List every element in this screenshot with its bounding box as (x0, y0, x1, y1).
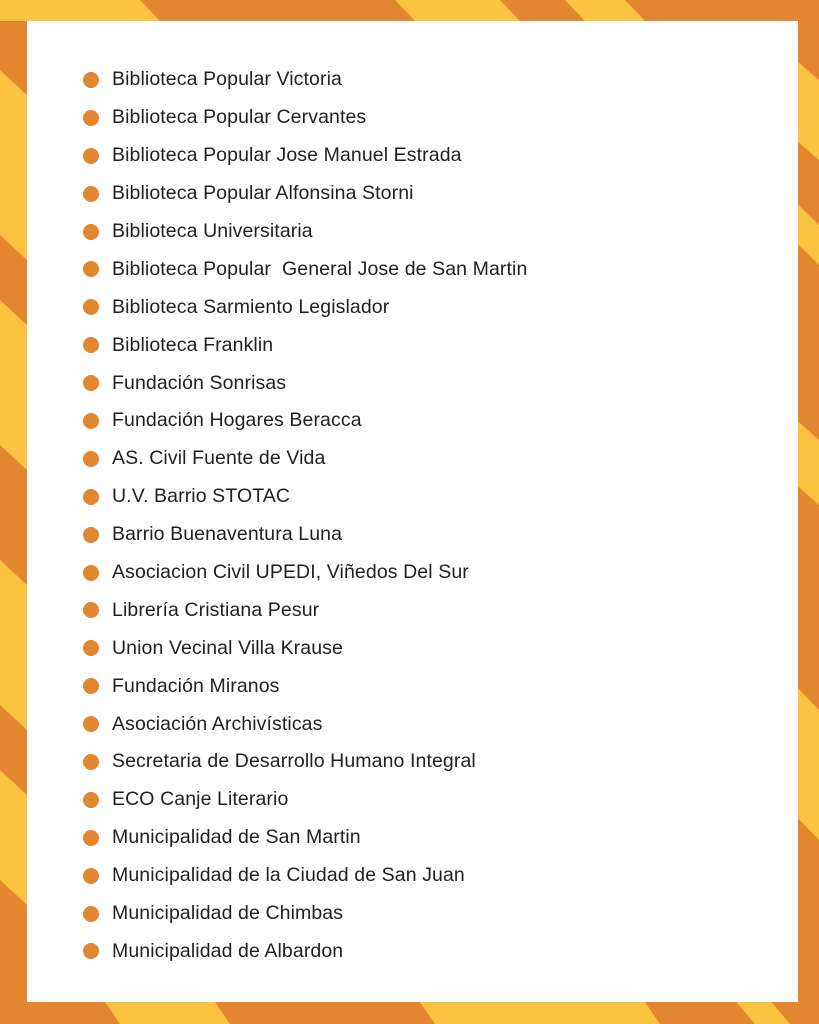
bullet-icon (83, 186, 99, 202)
list-item (83, 932, 527, 970)
list-item-label: Biblioteca Universitaria (112, 220, 313, 242)
list-item (83, 250, 527, 288)
list-item (83, 895, 527, 933)
bullet-icon (83, 299, 99, 315)
list-item (83, 743, 527, 781)
list-item (83, 516, 527, 554)
bullet-icon (83, 451, 99, 467)
bullet-icon (83, 754, 99, 770)
list-item-label: Biblioteca Sarmiento Legislador (112, 295, 390, 318)
bullet-icon (83, 148, 99, 164)
border-stripe (0, 300, 27, 470)
list-item (83, 213, 527, 251)
list-item-label: AS. Civil Fuente de Vida (112, 447, 326, 470)
list-item (83, 705, 527, 743)
border-stripe (395, 0, 520, 21)
list-item-label: Municipalidad de San Martin (112, 826, 361, 849)
bullet-icon (83, 830, 99, 846)
list-item (83, 667, 527, 705)
bullet-icon (83, 375, 99, 391)
list-item-label: Municipalidad de la Ciudad de San Juan (112, 864, 465, 887)
list-item-label: Biblioteca Popular Jose Manuel Estrada (112, 144, 462, 167)
list-item-label: Biblioteca Franklin (112, 333, 274, 356)
border-stripe (0, 0, 160, 21)
bullet-icon (83, 943, 99, 959)
list-item-label: Secretaria de Desarrollo Humano Integral (112, 750, 476, 773)
bullet-icon (83, 602, 99, 618)
list-item (83, 288, 527, 326)
bullet-icon (83, 337, 99, 353)
list-item-label: ECO Canje Literario (112, 788, 289, 811)
list-item-label: Municipalidad de Chimbas (112, 902, 344, 925)
list-item-label: Municipalidad de Albardon (112, 939, 344, 962)
bullet-icon (83, 224, 99, 240)
bullet-icon (83, 110, 99, 126)
bullet-icon (83, 413, 99, 429)
bullet-icon (83, 72, 99, 88)
list-item (83, 819, 527, 857)
bullet-icon (83, 527, 99, 543)
list-item (83, 629, 527, 667)
bullet-icon (83, 261, 99, 277)
list-item (83, 554, 527, 592)
list-item (83, 61, 527, 99)
border-stripe (0, 560, 27, 730)
list-item-label: Fundación Sonrisas (112, 371, 287, 394)
list-item (83, 402, 527, 440)
list-item-label: Union Vecinal Villa Krause (112, 636, 343, 659)
list-item (83, 440, 527, 478)
border-stripe (0, 70, 27, 260)
list-item-label: Biblioteca Popular General Jose de San Martin (112, 257, 528, 280)
list-item (83, 175, 527, 213)
bullet-icon (83, 678, 99, 694)
list-item (83, 857, 527, 895)
list-item (83, 478, 527, 516)
organization-list (83, 61, 527, 970)
list-item-label: Barrio Buenaventura Luna (112, 523, 343, 546)
bullet-icon (83, 640, 99, 656)
list-item-label: Asociación Archivísticas (112, 712, 323, 735)
list-item (83, 364, 527, 402)
list-item-label: Biblioteca Popular Alfonsina Storni (112, 182, 414, 205)
list-item (83, 137, 527, 175)
bullet-icon (83, 906, 99, 922)
list-item (83, 781, 527, 819)
bullet-icon (83, 868, 99, 884)
list-item-label: Asociacion Civil UPEDI, Viñedos Del Sur (112, 561, 469, 584)
list-item-label: Fundación Miranos (112, 674, 280, 697)
list-item-label: Librería Cristiana Pesur (112, 598, 320, 621)
list-item-label: Fundación Hogares Beracca (112, 409, 362, 432)
list-item (83, 326, 527, 364)
list-item (83, 99, 527, 137)
list-item-label: Biblioteca Popular Victoria (112, 68, 342, 91)
bullet-icon (83, 489, 99, 505)
list-item-label: Biblioteca Popular Cervantes (112, 106, 367, 129)
list-item-label: U.V. Barrio STOTAC (112, 485, 291, 508)
list-item (83, 591, 527, 629)
bullet-icon (83, 565, 99, 581)
bullet-icon (83, 716, 99, 732)
bullet-icon (83, 792, 99, 808)
